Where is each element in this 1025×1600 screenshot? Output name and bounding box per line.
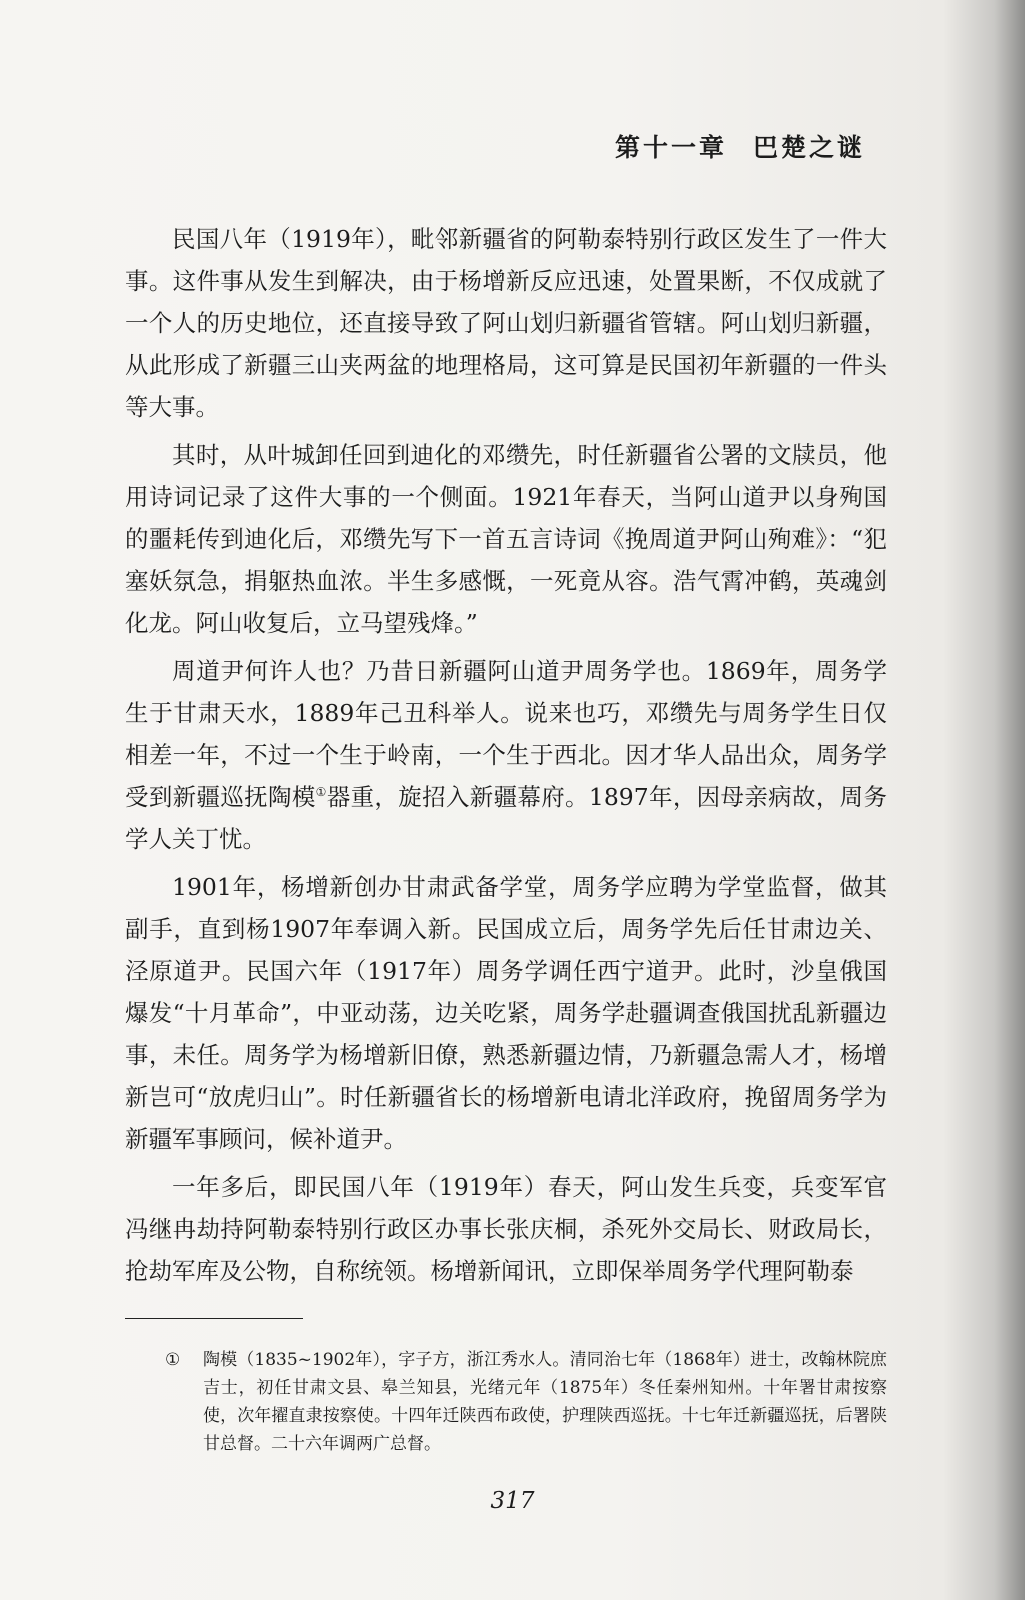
running-header: [615, 128, 865, 164]
chapter-number: 第十一章: [614, 133, 727, 162]
footnote-text: 陶模（1835~1902年），字子方，浙江秀水人。清同治七年（1868年）进士，改翰林院庶吉士，初任甘肃文县、皋兰知县，光绪元年（1875年）冬任秦州知州。十年署甘肃按察使，次年擢直隶按察使。十四年迁陕西布政使，护理陕西巡抚。十七年迁新疆巡抚，后署陕甘总督。二十六年调两广总督。: [203, 1350, 887, 1454]
footnote: [125, 1346, 887, 1458]
paragraph: 周道尹何许人也？乃昔日新疆阿山道尹周务学也。1869年，周务学生于甘肃天水，1889年己丑科举人。说来也巧，邓缵先与周务学生日仅相差一年，不过一个生于岭南，一个生于西北。因才华人品出众，周务学受到新疆巡抚陶模①器重，旋招入新疆幕府。1897年，因母亲病故，周务学人关丁忧。: [125, 657, 888, 853]
paragraph: 其时，从叶城卸任回到迪化的邓缵先，时任新疆省公署的文牍员，他用诗词记录了这件大事的一个侧面。1921年春天，当阿山道尹以身殉国的噩耗传到迪化后，邓缵先写下一首五言诗词《挽周道尹阿山殉难》：“犯塞妖氛急，捐躯热血浓。半生多感慨，一死竟从容。浩气霄冲鹤，英魂剑化龙。阿山收复后，立马望残烽。”: [125, 441, 887, 637]
footnote-mark: ①: [165, 1350, 181, 1370]
paragraph: 民国八年（1919年），毗邻新疆省的阿勒泰特别行政区发生了一件大事。这件事从发生到解决，由于杨增新反应迅速，处置果断，不仅成就了一个人的历史地位，还直接导致了阿山划归新疆省管辖。阿山划归新疆，从此形成了新疆三山夹两盆的地理格局，这可算是民国初年新疆的一件头等大事。: [125, 225, 887, 421]
page-number: 317: [490, 1488, 535, 1514]
paragraph: 一年多后，即民国八年（1919年）春天，阿山发生兵变，兵变军官冯继冉劫持阿勒泰特别行政区办事长张庆桐，杀死外交局长、财政局长，抢劫军库及公物，自称统领。杨增新闻讯，立即保举周务学代理阿勒泰: [125, 1173, 887, 1285]
footnote-ref[interactable]: ①: [315, 785, 327, 799]
chapter-title: 巴楚之谜: [752, 133, 865, 162]
footnote-divider: [125, 1318, 303, 1319]
paragraph: 1901年，杨增新创办甘肃武备学堂，周务学应聘为学堂监督，做其副手，直到杨1907年奉调入新。民国成立后，周务学先后任甘肃边关、泾原道尹。民国六年（1917年）周务学调任西宁道尹。此时，沙皇俄国爆发“十月革命”，中亚动荡，边关吃紧，周务学赴疆调查俄国扰乱新疆边事，未任。周务学为杨增新旧僚，熟悉新疆边情，乃新疆急需人才，杨增新岂可“放虎归山”。时任新疆省长的杨增新电请北洋政府，挽留周务学为新疆军事顾问，候补道尹。: [125, 873, 887, 1153]
main-text: [125, 218, 887, 1298]
